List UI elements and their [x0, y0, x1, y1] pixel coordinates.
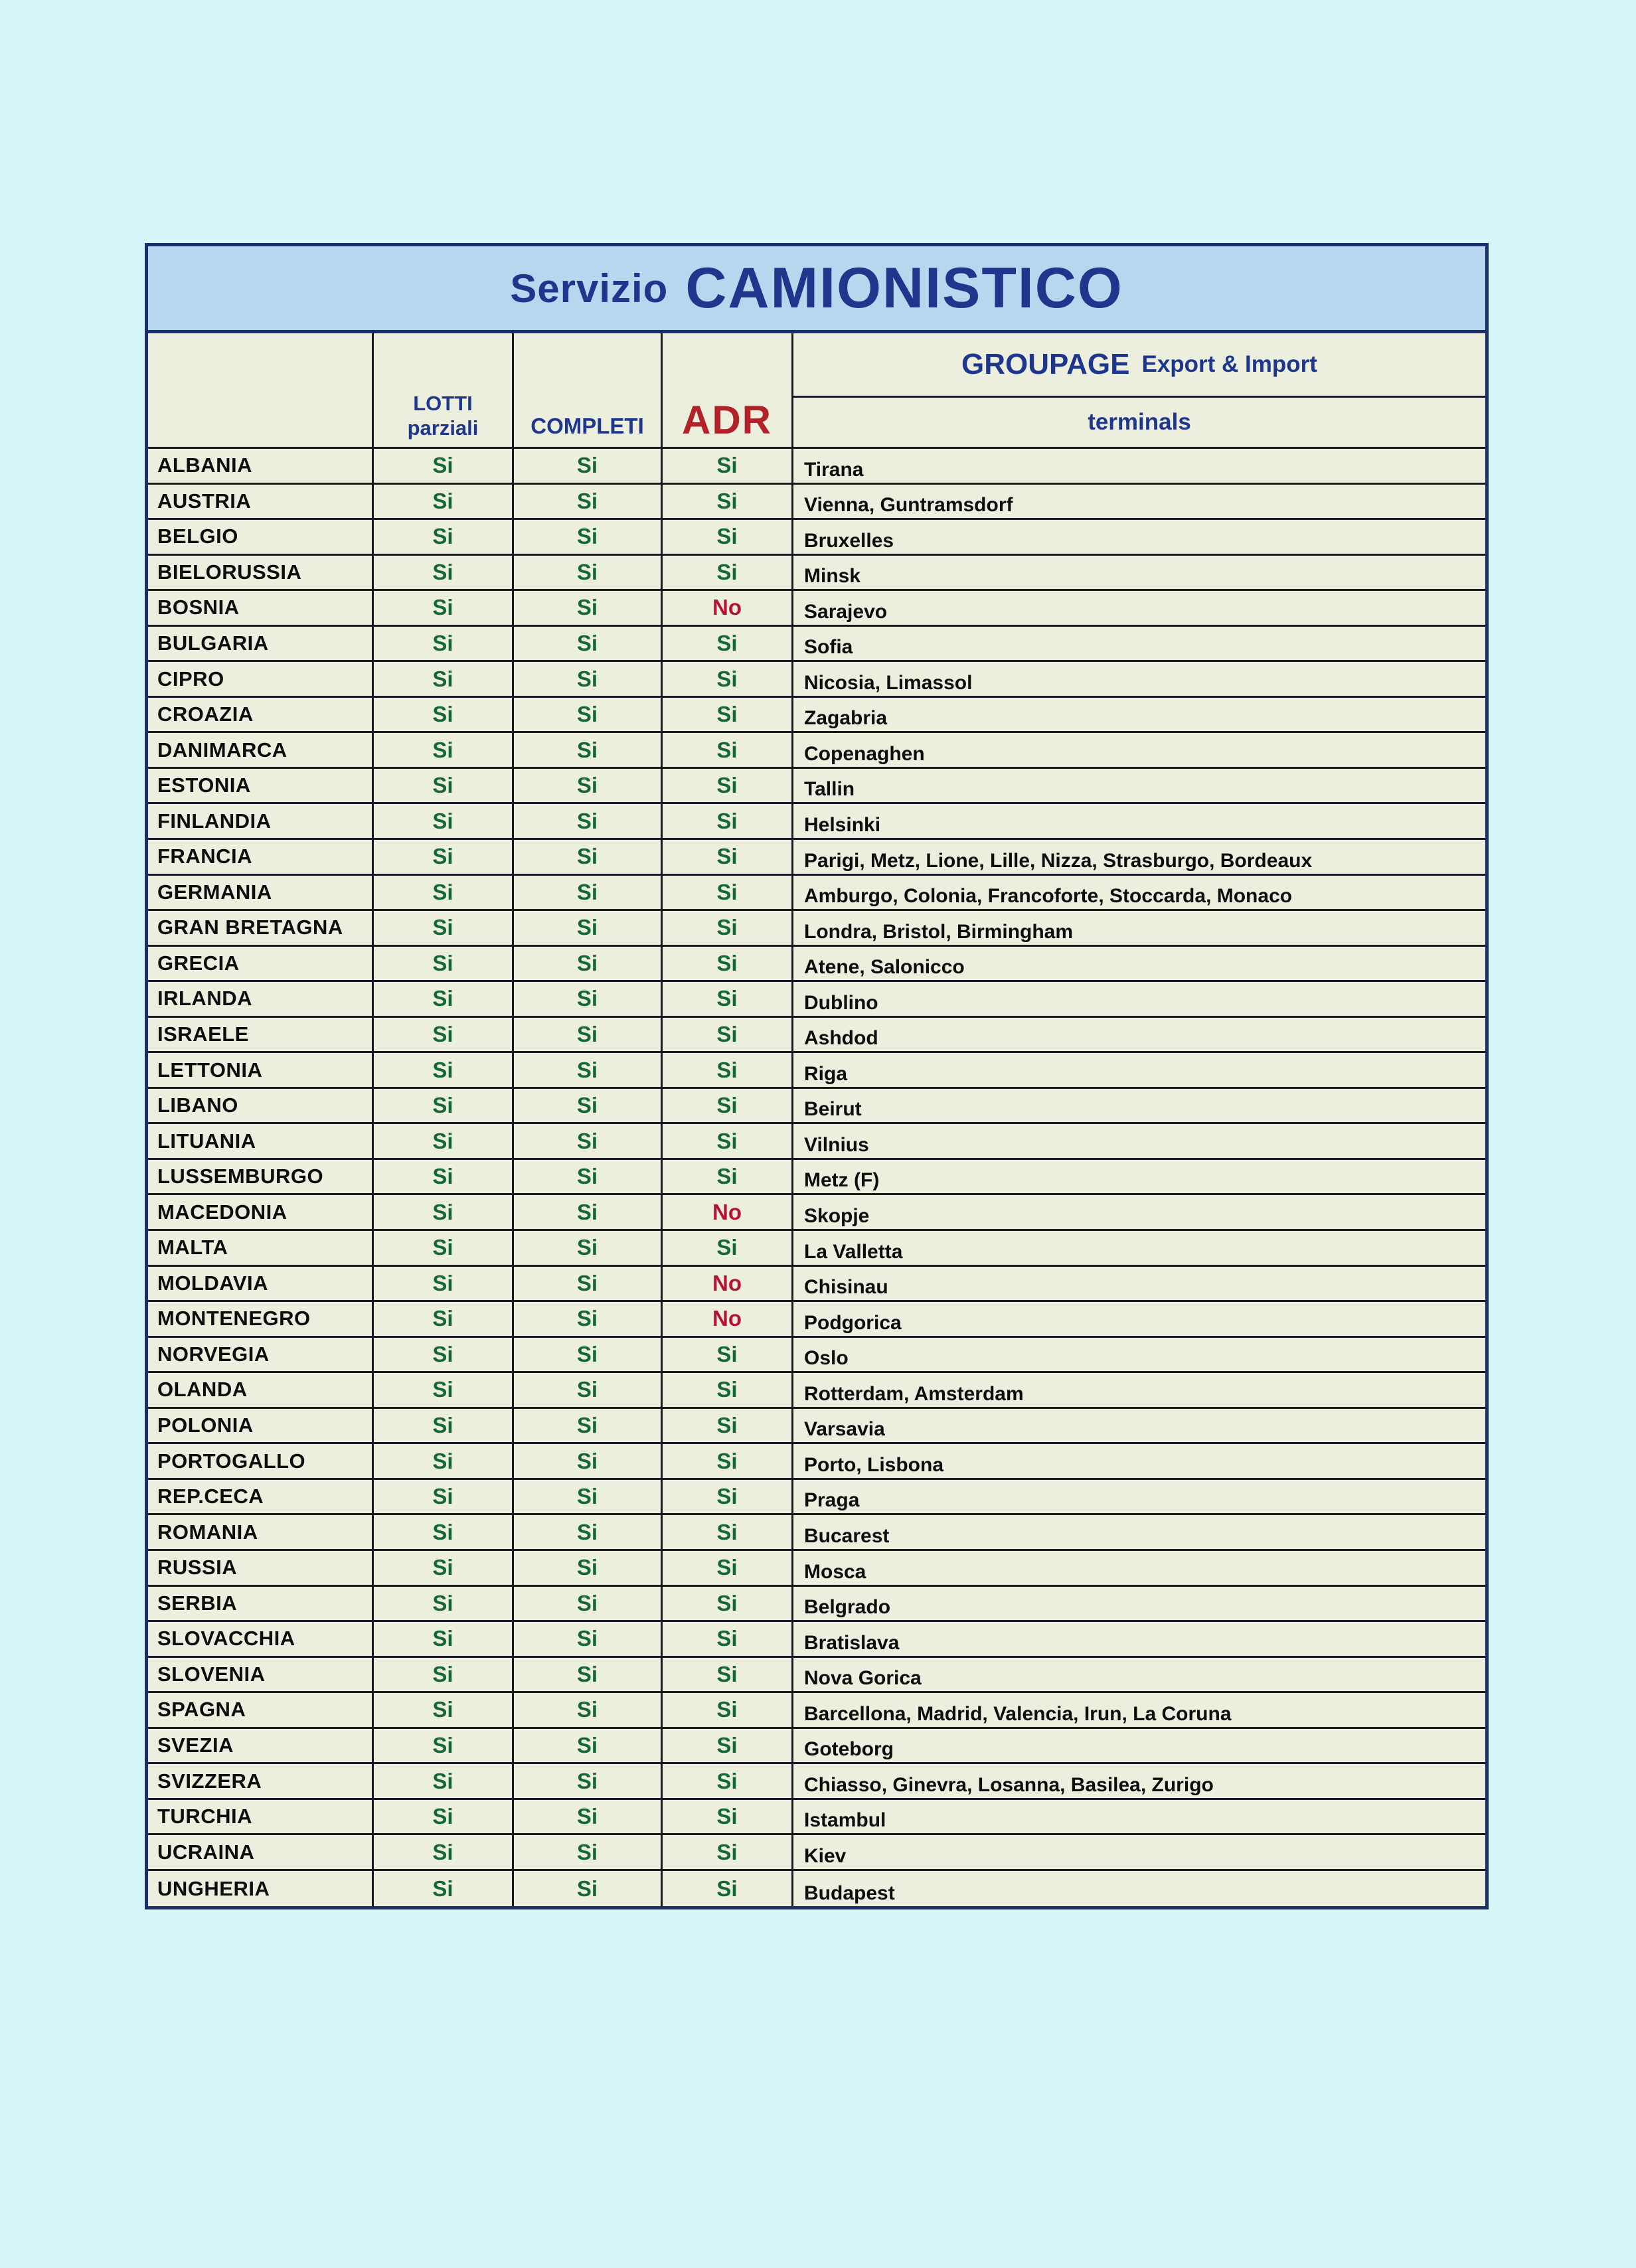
lotti-parziali-value: Si: [374, 1800, 514, 1834]
adr-value: No: [663, 1267, 793, 1301]
terminals-cell: Nova Gorica: [804, 1667, 922, 1690]
terminals-cell: Dublino: [804, 991, 878, 1014]
completi-value: Si: [514, 1302, 663, 1336]
country-cell: BOSNIA: [148, 591, 374, 625]
adr-value: Si: [663, 627, 793, 661]
completi-value: Si: [514, 1551, 663, 1585]
adr-value: Si: [663, 1018, 793, 1052]
lotti-parziali-value: Si: [374, 1622, 514, 1656]
terminals-cell: Zagabria: [804, 707, 888, 730]
table-row: [148, 1124, 1485, 1160]
country-cell: UCRAINA: [148, 1835, 374, 1869]
completi-value: Si: [514, 591, 663, 625]
completi-value: Si: [514, 1658, 663, 1692]
completi-value: Si: [514, 1693, 663, 1727]
adr-value: Si: [663, 485, 793, 519]
completi-value: Si: [514, 1373, 663, 1407]
lotti-parziali-value: Si: [374, 1267, 514, 1301]
lotti-parziali-value: Si: [374, 1693, 514, 1727]
country-cell: LUSSEMBURGO: [148, 1160, 374, 1194]
terminals-cell: Oslo: [804, 1347, 849, 1370]
lotti-parziali-value: Si: [374, 1515, 514, 1549]
adr-value: No: [663, 591, 793, 625]
terminals-cell: Mosca: [804, 1560, 866, 1583]
table-row: [148, 733, 1485, 769]
completi-value: Si: [514, 627, 663, 661]
country-cell: MACEDONIA: [148, 1195, 374, 1229]
terminals-cell: Bucarest: [804, 1524, 890, 1547]
table-row: [148, 449, 1485, 485]
lotti-parziali-value: Si: [374, 1373, 514, 1407]
table-row: [148, 1409, 1485, 1445]
lotti-parziali-value: Si: [374, 485, 514, 519]
country-cell: FINLANDIA: [148, 804, 374, 838]
table-row: [148, 1480, 1485, 1516]
table-row: [148, 591, 1485, 627]
country-cell: FRANCIA: [148, 840, 374, 874]
table-row: [148, 627, 1485, 663]
country-cell: RUSSIA: [148, 1551, 374, 1585]
country-cell: DANIMARCA: [148, 733, 374, 767]
adr-value: Si: [663, 1551, 793, 1585]
completi-value: Si: [514, 1835, 663, 1869]
lotti-parziali-value: Si: [374, 1764, 514, 1798]
terminals-cell: Atene, Salonicco: [804, 956, 965, 979]
table-row: [148, 1693, 1485, 1729]
completi-value: Si: [514, 769, 663, 803]
completi-value: Si: [514, 911, 663, 945]
adr-value: Si: [663, 1693, 793, 1727]
country-cell: LIBANO: [148, 1089, 374, 1123]
terminals-cell: Bruxelles: [804, 529, 894, 552]
terminals-cell: Nicosia, Limassol: [804, 671, 973, 694]
lotti-parziali-value: Si: [374, 1124, 514, 1158]
table-body: [148, 449, 1485, 1906]
country-cell: SLOVACCHIA: [148, 1622, 374, 1656]
country-cell: SERBIA: [148, 1587, 374, 1621]
table-header-row: [148, 333, 1485, 449]
completi-value: Si: [514, 1124, 663, 1158]
table-row: [148, 1195, 1485, 1231]
lotti-parziali-value: Si: [374, 1195, 514, 1229]
table-row: [148, 876, 1485, 912]
header-lotti-line1: LOTTI: [413, 391, 473, 415]
country-cell: SLOVENIA: [148, 1658, 374, 1692]
table-row: [148, 1835, 1485, 1871]
terminals-cell: Chisinau: [804, 1276, 888, 1299]
terminals-cell: La Valletta: [804, 1240, 903, 1263]
lotti-parziali-value: Si: [374, 1338, 514, 1372]
table-row: [148, 1018, 1485, 1054]
lotti-parziali-value: Si: [374, 1551, 514, 1585]
table-row: [148, 1089, 1485, 1125]
terminals-cell: Podgorica: [804, 1311, 902, 1334]
adr-value: Si: [663, 1124, 793, 1158]
country-cell: CIPRO: [148, 662, 374, 696]
completi-value: Si: [514, 698, 663, 732]
completi-value: Si: [514, 1800, 663, 1834]
lotti-parziali-value: Si: [374, 1444, 514, 1478]
terminals-cell: Ashdod: [804, 1027, 878, 1050]
country-cell: SVIZZERA: [148, 1764, 374, 1798]
country-cell: GERMANIA: [148, 876, 374, 910]
table-row: [148, 1231, 1485, 1267]
title-prefix: Servizio: [510, 266, 669, 311]
country-cell: ALBANIA: [148, 449, 374, 483]
lotti-parziali-value: Si: [374, 698, 514, 732]
terminals-cell: Tirana: [804, 458, 864, 481]
country-cell: OLANDA: [148, 1373, 374, 1407]
adr-value: Si: [663, 449, 793, 483]
lotti-parziali-value: Si: [374, 769, 514, 803]
completi-value: Si: [514, 449, 663, 483]
completi-value: Si: [514, 1053, 663, 1087]
lotti-parziali-value: Si: [374, 1231, 514, 1265]
terminals-cell: Chiasso, Ginevra, Losanna, Basilea, Zurigo: [804, 1773, 1214, 1796]
table-row: [148, 1551, 1485, 1587]
completi-value: Si: [514, 556, 663, 590]
country-cell: ISRAELE: [148, 1018, 374, 1052]
completi-value: Si: [514, 1267, 663, 1301]
terminals-cell: Goteborg: [804, 1738, 894, 1761]
completi-value: Si: [514, 1231, 663, 1265]
completi-value: Si: [514, 1018, 663, 1052]
table-row: [148, 1729, 1485, 1765]
completi-value: Si: [514, 947, 663, 981]
table-row: [148, 1302, 1485, 1338]
terminals-cell: Amburgo, Colonia, Francoforte, Stoccarda, Monaco: [804, 885, 1293, 908]
adr-value: Si: [663, 1835, 793, 1869]
terminals-cell: Vienna, Guntramsdorf: [804, 494, 1013, 517]
terminals-cell: Belgrado: [804, 1596, 891, 1619]
country-cell: BELGIO: [148, 520, 374, 554]
header-lotti-parziali: [374, 333, 514, 447]
terminals-cell: Minsk: [804, 565, 861, 588]
adr-value: Si: [663, 1658, 793, 1692]
lotti-parziali-value: Si: [374, 1871, 514, 1907]
lotti-parziali-value: Si: [374, 1089, 514, 1123]
terminals-cell: Copenaghen: [804, 742, 925, 765]
lotti-parziali-value: Si: [374, 1409, 514, 1443]
lotti-parziali-value: Si: [374, 1160, 514, 1194]
terminals-cell: Kiev: [804, 1844, 847, 1867]
lotti-parziali-value: Si: [374, 804, 514, 838]
lotti-parziali-value: Si: [374, 1729, 514, 1763]
terminals-cell: Parigi, Metz, Lione, Lille, Nizza, Strasburgo, Bordeaux: [804, 849, 1313, 872]
title-main: CAMIONISTICO: [685, 256, 1123, 320]
adr-value: Si: [663, 1480, 793, 1514]
lotti-parziali-value: Si: [374, 911, 514, 945]
table-row: [148, 1053, 1485, 1089]
table-row: [148, 1515, 1485, 1551]
camionistico-table: [145, 243, 1489, 1909]
table-row: [148, 1338, 1485, 1374]
terminals-cell: Barcellona, Madrid, Valencia, Irun, La Coruna: [804, 1702, 1232, 1725]
table-title-bar: [148, 246, 1485, 333]
adr-value: Si: [663, 1515, 793, 1549]
adr-value: Si: [663, 911, 793, 945]
adr-value: Si: [663, 1089, 793, 1123]
lotti-parziali-value: Si: [374, 1587, 514, 1621]
adr-value: Si: [663, 1053, 793, 1087]
table-row: [148, 769, 1485, 805]
lotti-parziali-value: Si: [374, 733, 514, 767]
adr-value: Si: [663, 947, 793, 981]
header-adr: ADR: [663, 333, 793, 447]
country-cell: BIELORUSSIA: [148, 556, 374, 590]
table-row: [148, 1444, 1485, 1480]
table-row: [148, 1871, 1485, 1907]
adr-value: Si: [663, 662, 793, 696]
completi-value: Si: [514, 1444, 663, 1478]
terminals-cell: Bratislava: [804, 1631, 900, 1654]
terminals-cell: Riga: [804, 1062, 848, 1085]
lotti-parziali-value: Si: [374, 591, 514, 625]
table-row: [148, 804, 1485, 840]
country-cell: LITUANIA: [148, 1124, 374, 1158]
terminals-cell: Sarajevo: [804, 600, 888, 623]
completi-value: Si: [514, 804, 663, 838]
adr-value: Si: [663, 1622, 793, 1656]
terminals-cell: Metz (F): [804, 1169, 880, 1192]
country-cell: BULGARIA: [148, 627, 374, 661]
adr-value: No: [663, 1195, 793, 1229]
table-row: [148, 1764, 1485, 1800]
adr-value: Si: [663, 1444, 793, 1478]
completi-value: Si: [514, 733, 663, 767]
adr-value: Si: [663, 1409, 793, 1443]
lotti-parziali-value: Si: [374, 556, 514, 590]
adr-value: Si: [663, 982, 793, 1016]
adr-value: No: [663, 1302, 793, 1336]
terminals-cell: Praga: [804, 1489, 860, 1512]
adr-value: Si: [663, 733, 793, 767]
header-groupage-title-row: [793, 333, 1485, 398]
table-row: [148, 1587, 1485, 1623]
table-row: [148, 556, 1485, 592]
lotti-parziali-value: Si: [374, 876, 514, 910]
lotti-parziali-value: Si: [374, 982, 514, 1016]
table-row: [148, 662, 1485, 698]
table-row: [148, 840, 1485, 876]
country-cell: REP.CECA: [148, 1480, 374, 1514]
country-cell: TURCHIA: [148, 1800, 374, 1834]
table-row: [148, 1622, 1485, 1658]
lotti-parziali-value: Si: [374, 1018, 514, 1052]
country-cell: SVEZIA: [148, 1729, 374, 1763]
completi-value: Si: [514, 1515, 663, 1549]
terminals-cell: Beirut: [804, 1098, 862, 1121]
table-row: [148, 911, 1485, 947]
country-cell: ESTONIA: [148, 769, 374, 803]
terminals-cell: Sofia: [804, 636, 853, 659]
terminals-cell: Varsavia: [804, 1418, 885, 1441]
terminals-cell: Porto, Lisbona: [804, 1453, 943, 1476]
completi-value: Si: [514, 1622, 663, 1656]
completi-value: Si: [514, 1089, 663, 1123]
lotti-parziali-value: Si: [374, 520, 514, 554]
header-groupage: [793, 333, 1485, 447]
lotti-parziali-value: Si: [374, 1658, 514, 1692]
completi-value: Si: [514, 520, 663, 554]
terminals-cell: Rotterdam, Amsterdam: [804, 1382, 1024, 1405]
table-row: [148, 1658, 1485, 1694]
lotti-parziali-value: Si: [374, 1480, 514, 1514]
terminals-cell: Tallin: [804, 778, 855, 801]
table-row: [148, 1373, 1485, 1409]
country-cell: PORTOGALLO: [148, 1444, 374, 1478]
groupage-title: GROUPAGE: [961, 348, 1130, 380]
adr-value: Si: [663, 520, 793, 554]
groupage-subtitle: Export & Import: [1141, 351, 1317, 377]
country-cell: NORVEGIA: [148, 1338, 374, 1372]
country-cell: GRAN BRETAGNA: [148, 911, 374, 945]
completi-value: Si: [514, 1587, 663, 1621]
lotti-parziali-value: Si: [374, 840, 514, 874]
header-terminals-label: terminals: [1088, 409, 1191, 435]
adr-value: Si: [663, 1373, 793, 1407]
country-cell: POLONIA: [148, 1409, 374, 1443]
adr-value: Si: [663, 876, 793, 910]
adr-value: Si: [663, 1587, 793, 1621]
adr-value: Si: [663, 1764, 793, 1798]
lotti-parziali-value: Si: [374, 627, 514, 661]
completi-value: Si: [514, 1338, 663, 1372]
country-cell: SPAGNA: [148, 1693, 374, 1727]
table-row: [148, 698, 1485, 734]
lotti-parziali-value: Si: [374, 1835, 514, 1869]
completi-value: Si: [514, 662, 663, 696]
adr-value: Si: [663, 698, 793, 732]
adr-value: Si: [663, 804, 793, 838]
lotti-parziali-value: Si: [374, 1302, 514, 1336]
completi-value: Si: [514, 1729, 663, 1763]
completi-value: Si: [514, 485, 663, 519]
country-cell: MALTA: [148, 1231, 374, 1265]
lotti-parziali-value: Si: [374, 662, 514, 696]
table-row: [148, 1160, 1485, 1196]
completi-value: Si: [514, 1409, 663, 1443]
lotti-parziali-value: Si: [374, 947, 514, 981]
completi-value: Si: [514, 840, 663, 874]
terminals-cell: Budapest: [804, 1882, 895, 1905]
adr-value: Si: [663, 1871, 793, 1907]
country-cell: LETTONIA: [148, 1053, 374, 1087]
country-cell: ROMANIA: [148, 1515, 374, 1549]
adr-value: Si: [663, 840, 793, 874]
country-cell: MONTENEGRO: [148, 1302, 374, 1336]
country-cell: CROAZIA: [148, 698, 374, 732]
terminals-cell: Helsinki: [804, 814, 881, 837]
table-row: [148, 520, 1485, 556]
terminals-cell: Londra, Bristol, Birmingham: [804, 920, 1074, 943]
header-country-empty: [148, 333, 374, 447]
table-row: [148, 947, 1485, 983]
table-row: [148, 1267, 1485, 1303]
lotti-parziali-value: Si: [374, 449, 514, 483]
table-row: [148, 485, 1485, 521]
completi-value: Si: [514, 876, 663, 910]
completi-value: Si: [514, 982, 663, 1016]
table-row: [148, 1800, 1485, 1836]
completi-value: Si: [514, 1195, 663, 1229]
completi-value: Si: [514, 1764, 663, 1798]
adr-value: Si: [663, 1160, 793, 1194]
completi-value: Si: [514, 1160, 663, 1194]
completi-value: Si: [514, 1871, 663, 1907]
country-cell: UNGHERIA: [148, 1871, 374, 1907]
country-cell: AUSTRIA: [148, 485, 374, 519]
adr-value: Si: [663, 1800, 793, 1834]
adr-value: Si: [663, 556, 793, 590]
adr-value: Si: [663, 1729, 793, 1763]
adr-value: Si: [663, 1338, 793, 1372]
country-cell: GRECIA: [148, 947, 374, 981]
terminals-cell: Vilnius: [804, 1133, 869, 1156]
terminals-cell: Istambul: [804, 1809, 886, 1832]
terminals-cell: Skopje: [804, 1205, 870, 1228]
adr-value: Si: [663, 769, 793, 803]
country-cell: IRLANDA: [148, 982, 374, 1016]
country-cell: MOLDAVIA: [148, 1267, 374, 1301]
adr-value: Si: [663, 1231, 793, 1265]
table-row: [148, 982, 1485, 1018]
completi-value: Si: [514, 1480, 663, 1514]
lotti-parziali-value: Si: [374, 1053, 514, 1087]
header-lotti-line2: parziali: [407, 416, 479, 440]
header-completi: COMPLETI: [514, 333, 663, 447]
